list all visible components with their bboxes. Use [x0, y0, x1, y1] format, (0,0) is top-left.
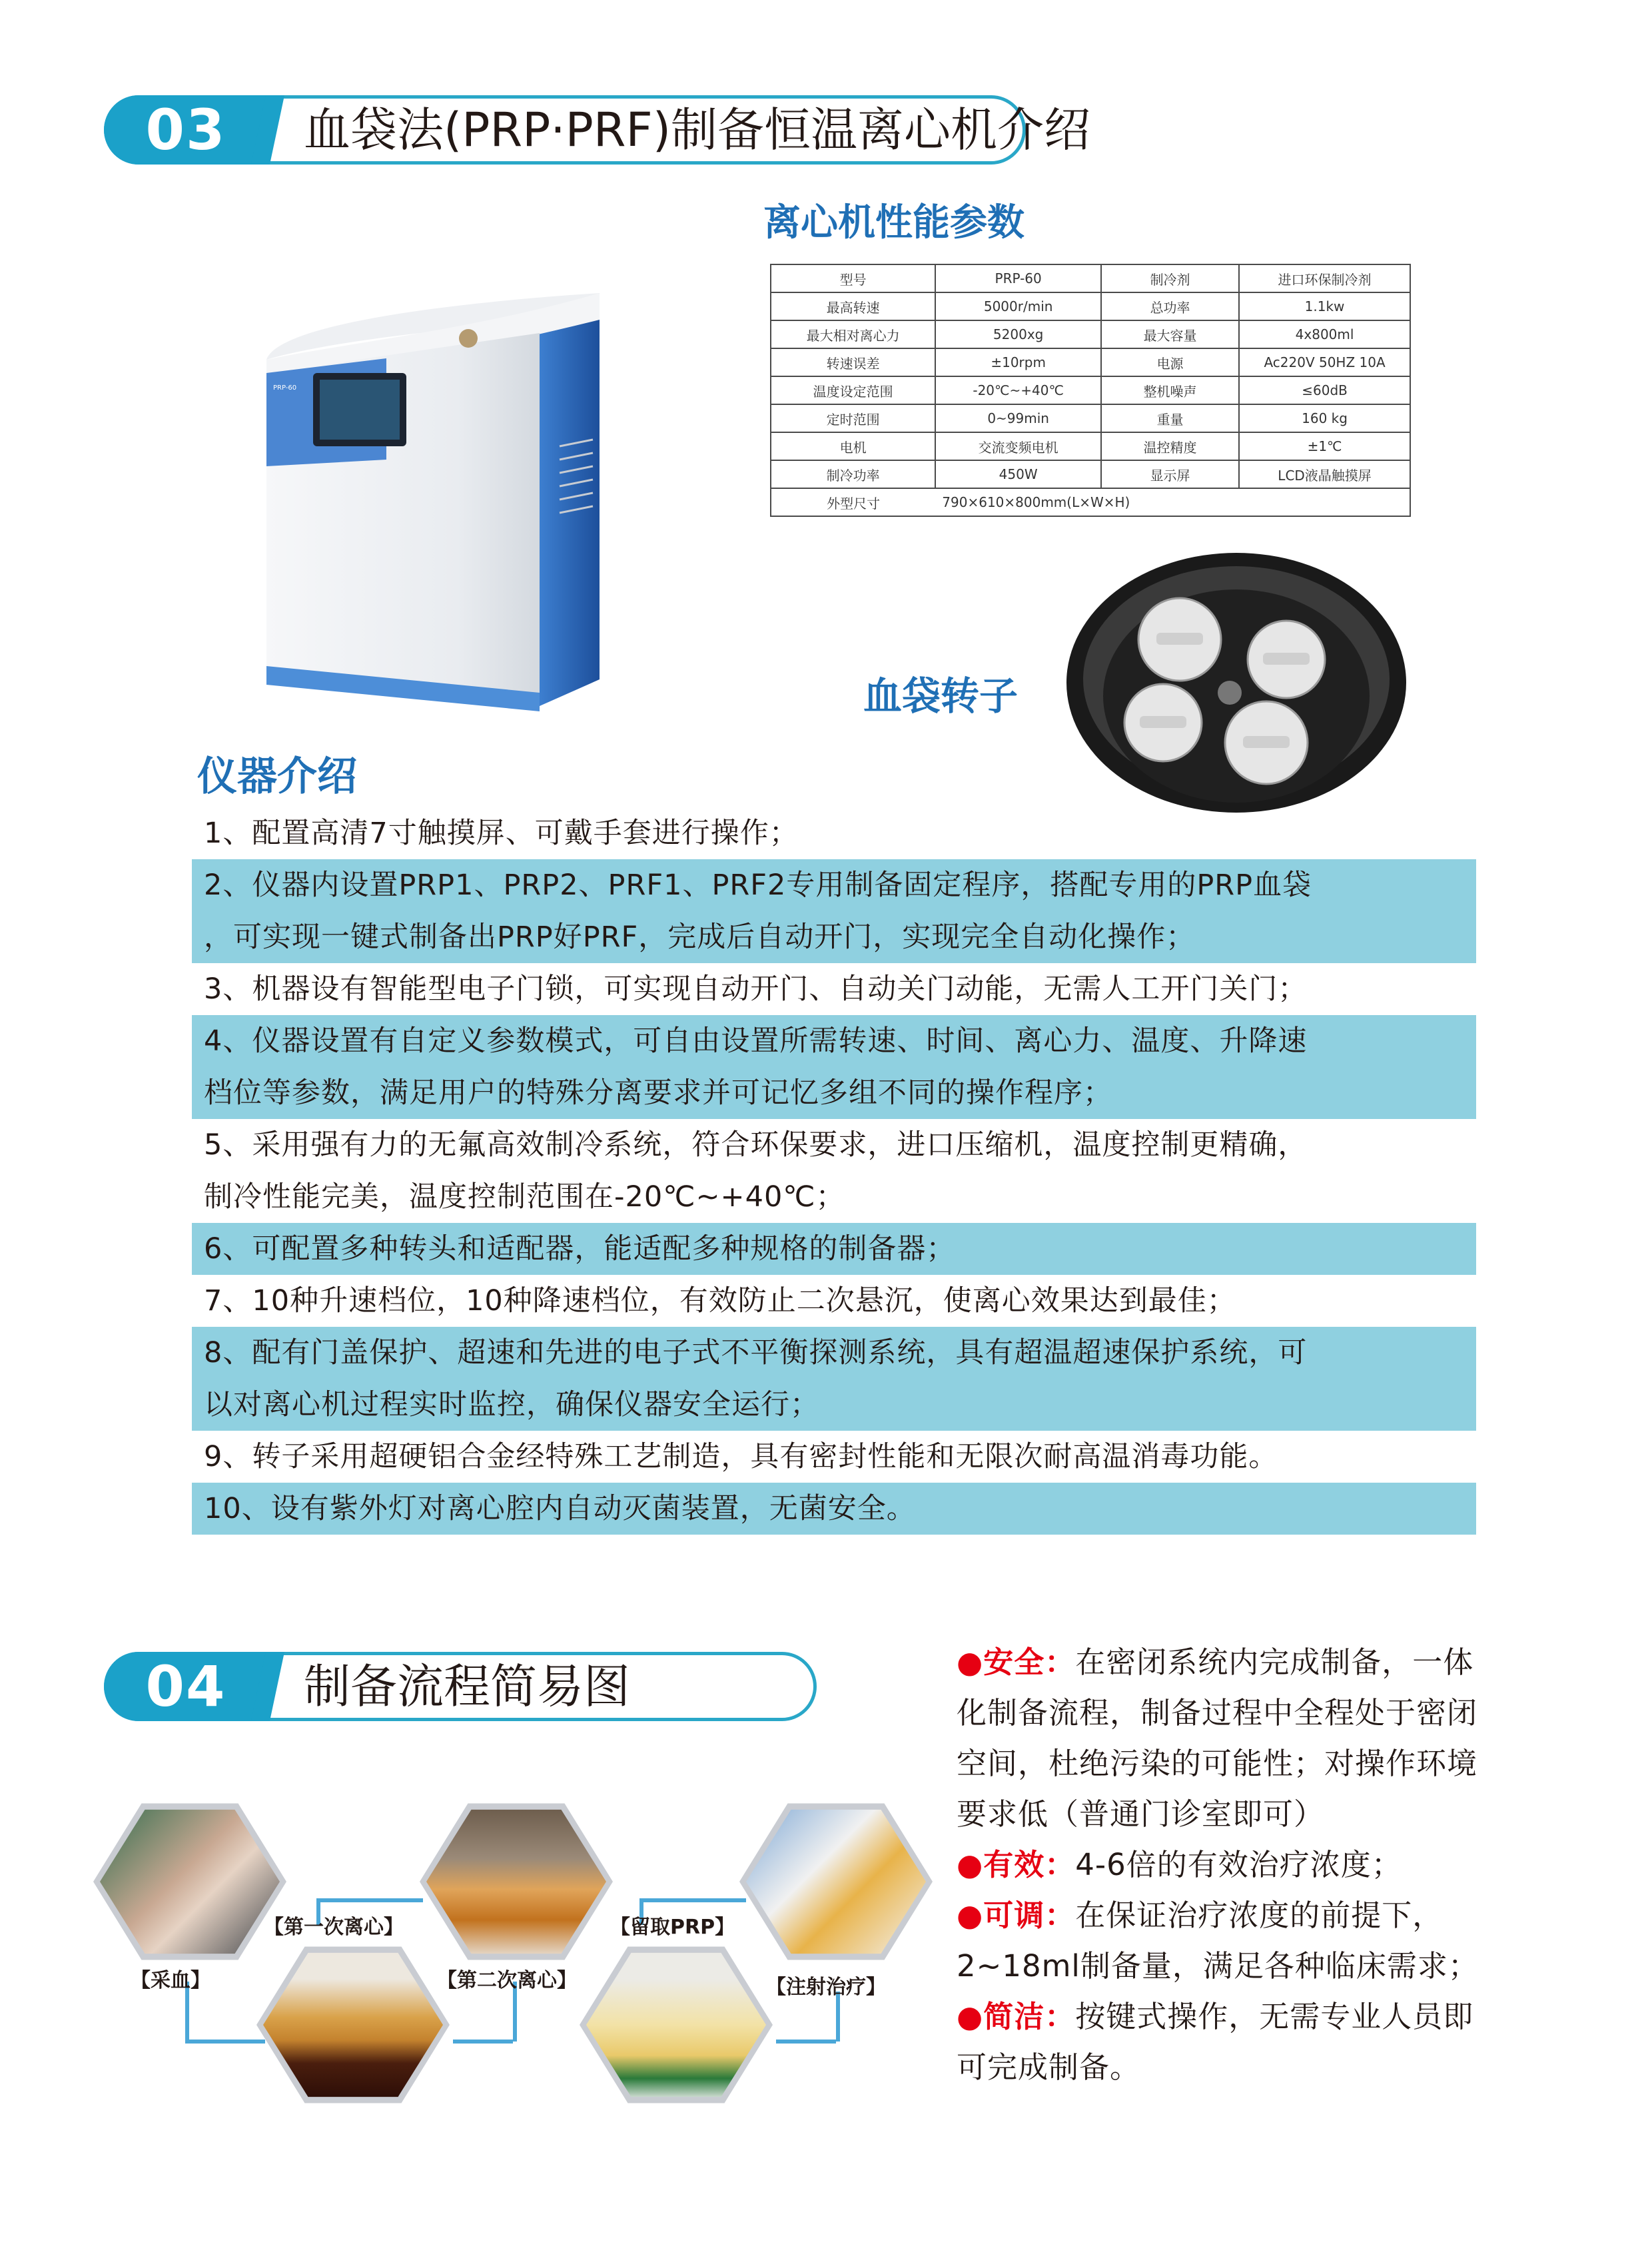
- connector-4: [316, 1898, 423, 1902]
- intro-item: 档位等参数，满足用户的特殊分离要求并可记忆多组不同的操作程序；: [192, 1067, 1476, 1119]
- process-hex-injection: [739, 1798, 933, 1965]
- spec-value: 4x800ml: [1239, 320, 1410, 348]
- section-04-number: 04: [104, 1652, 268, 1721]
- spec-label: 电机: [771, 432, 935, 460]
- process-hex-first-spin: [256, 1942, 450, 2108]
- rotor-title: 血袋转子: [863, 673, 1019, 719]
- device-brand-label: PRP-60: [273, 384, 297, 392]
- spec-value: 交流变频电机: [935, 432, 1101, 460]
- spec-value: ±10rpm: [935, 348, 1101, 376]
- spec-row: [771, 348, 1410, 376]
- feature-line: [957, 1637, 1623, 1688]
- feature-line: [957, 1738, 1623, 1789]
- spec-value: 160 kg: [1239, 404, 1410, 432]
- process-label-collect: 【采血】: [131, 1969, 210, 1992]
- section-03-title: 血袋法(PRP·PRF)制备恒温离心机介绍: [304, 103, 1091, 157]
- spec-value: ±1℃: [1239, 432, 1410, 460]
- process-label-retain-prp: 【留取PRP】: [610, 1916, 735, 1939]
- spec-row: [771, 264, 1410, 292]
- connector-8: [639, 1898, 746, 1902]
- spec-label: 总功率: [1101, 292, 1239, 320]
- process-label-first-spin: 【第一次离心】: [264, 1916, 404, 1939]
- feature-heading: ●可调：: [957, 1898, 1076, 1933]
- spec-label: 电源: [1101, 348, 1239, 376]
- intro-item: 4、仪器设置有自定义参数模式，可自由设置所需转速、时间、离心力、温度、升降速: [192, 1015, 1476, 1067]
- spec-table: [770, 264, 1411, 517]
- spec-value: 450W: [935, 460, 1101, 488]
- spec-label: 温度设定范围: [771, 376, 935, 404]
- spec-row: [771, 320, 1410, 348]
- spec-value: PRP-60: [935, 264, 1101, 292]
- spec-label: 外型尺寸: [771, 488, 935, 516]
- intro-list: [192, 807, 1476, 1535]
- spec-label: 重量: [1101, 404, 1239, 432]
- spec-label: 转速误差: [771, 348, 935, 376]
- connector-6: [453, 2040, 513, 2044]
- spec-label: 显示屏: [1101, 460, 1239, 488]
- feature-heading: ●有效：: [957, 1847, 1076, 1882]
- feature-heading: ●安全：: [957, 1645, 1076, 1680]
- centrifuge-image: [253, 280, 626, 713]
- intro-item: 以对离心机过程实时监控，确保仪器安全运行；: [192, 1379, 1476, 1431]
- intro-item: 7、10种升速档位，10种降速档位，有效防止二次悬沉，使离心效果达到最佳；: [204, 1284, 1236, 1317]
- feature-line: [957, 1992, 1623, 2042]
- spec-label: 最高转速: [771, 292, 935, 320]
- spec-value: 5000r/min: [935, 292, 1101, 320]
- section-03-number: 03: [104, 95, 268, 165]
- spec-label: 制冷剂: [1101, 264, 1239, 292]
- feature-text: 4-6倍的有效治疗浓度；: [1075, 1847, 1402, 1882]
- feature-line: [957, 1941, 1623, 1992]
- section-03-header: [104, 95, 1091, 165]
- spec-label: 最大容量: [1101, 320, 1239, 348]
- intro-item: 10、设有紫外灯对离心腔内自动灭菌装置，无菌安全。: [192, 1483, 1476, 1535]
- feature-text: 在密闭系统内完成制备，一体: [1075, 1645, 1474, 1680]
- process-label-injection: 【注射治疗】: [766, 1976, 886, 1999]
- intro-item: 9、转子采用超硬铝合金经特殊工艺制造，具有密封性能和无限次耐高温消毒功能。: [204, 1440, 1278, 1473]
- connector-2: [185, 2040, 265, 2044]
- intro-item: 3、机器设有智能型电子门锁，可实现自动开门、自动关门动能，无需人工开门关门；: [204, 972, 1308, 1006]
- feature-line: [957, 1688, 1623, 1738]
- feature-text: 2~18ml制备量，满足各种临床需求；: [957, 1948, 1479, 1984]
- spec-label: 温控精度: [1101, 432, 1239, 460]
- spec-value: 5200xg: [935, 320, 1101, 348]
- spec-title: 离心机性能参数: [763, 201, 1025, 244]
- spec-value: -20℃~+40℃: [935, 376, 1101, 404]
- process-label-second-spin: 【第二次离心】: [437, 1969, 577, 1992]
- section-04-header: [104, 1652, 817, 1721]
- spec-value: LCD液晶触摸屏: [1239, 460, 1410, 488]
- process-hex-collect: [93, 1798, 286, 1965]
- spec-value: 1.1kw: [1239, 292, 1410, 320]
- intro-item: 1、配置高清7寸触摸屏、可戴手套进行操作；: [204, 817, 799, 850]
- spec-value: ≤60dB: [1239, 376, 1410, 404]
- feature-line: [957, 2042, 1623, 2093]
- feature-text: 在保证治疗浓度的前提下，: [1075, 1898, 1444, 1933]
- spec-value: 0~99min: [935, 404, 1101, 432]
- spec-row: [771, 432, 1410, 460]
- intro-item: 2、仪器内设置PRP1、PRP2、PRF1、PRF2专用制备固定程序，搭配专用的PRP血袋: [192, 859, 1476, 911]
- spec-row: [771, 292, 1410, 320]
- intro-title: 仪器介绍: [197, 753, 357, 800]
- process-hex-second-spin: [420, 1798, 613, 1965]
- spec-label: 型号: [771, 264, 935, 292]
- intro-item: 8、配有门盖保护、超速和先进的电子式不平衡探测系统，具有超温超速保护系统，可: [192, 1327, 1476, 1379]
- spec-value: 790×610×800mm(L×W×H): [935, 488, 1410, 516]
- spec-row: [771, 376, 1410, 404]
- rotor-image: [1063, 550, 1410, 829]
- intro-item: 5、采用强有力的无氟高效制冷系统，符合环保要求，进口压缩机，温度控制更精确，: [204, 1128, 1308, 1162]
- spec-label: 最大相对离心力: [771, 320, 935, 348]
- intro-item: 制冷性能完美，温度控制范围在-20℃~+40℃；: [204, 1180, 845, 1214]
- feature-text: 按键式操作，无需专业人员即: [1075, 1999, 1474, 2034]
- spec-row: [771, 460, 1410, 488]
- feature-line: [957, 1840, 1623, 1890]
- feature-heading: ●简洁：: [957, 1999, 1076, 2034]
- feature-text: 要求低（普通门诊室即可）: [957, 1796, 1325, 1832]
- features-list: [957, 1637, 1623, 2093]
- spec-label: 定时范围: [771, 404, 935, 432]
- spec-value: Ac220V 50HZ 10A: [1239, 348, 1410, 376]
- intro-item: 6、可配置多种转头和适配器，能适配多种规格的制备器；: [192, 1223, 1476, 1275]
- feature-text: 空间，杜绝污染的可能性；对操作环境: [957, 1746, 1478, 1781]
- process-hex-retain-prp: [580, 1942, 773, 2108]
- feature-line: [957, 1890, 1623, 1941]
- spec-value: 进口环保制冷剂: [1239, 264, 1410, 292]
- feature-text: 可完成制备。: [957, 2050, 1141, 2085]
- feature-line: [957, 1789, 1623, 1840]
- spec-label: 制冷功率: [771, 460, 935, 488]
- spec-row-dimensions: [771, 488, 1410, 516]
- intro-item: ，可实现一键式制备出PRP好PRF，完成后自动开门，实现完全自动化操作；: [192, 911, 1476, 963]
- connector-10: [776, 2040, 836, 2044]
- section-04-title: 制备流程简易图: [304, 1659, 630, 1714]
- feature-text: 化制备流程，制备过程中全程处于密闭: [957, 1695, 1478, 1730]
- spec-row: [771, 404, 1410, 432]
- spec-label: 整机噪声: [1101, 376, 1239, 404]
